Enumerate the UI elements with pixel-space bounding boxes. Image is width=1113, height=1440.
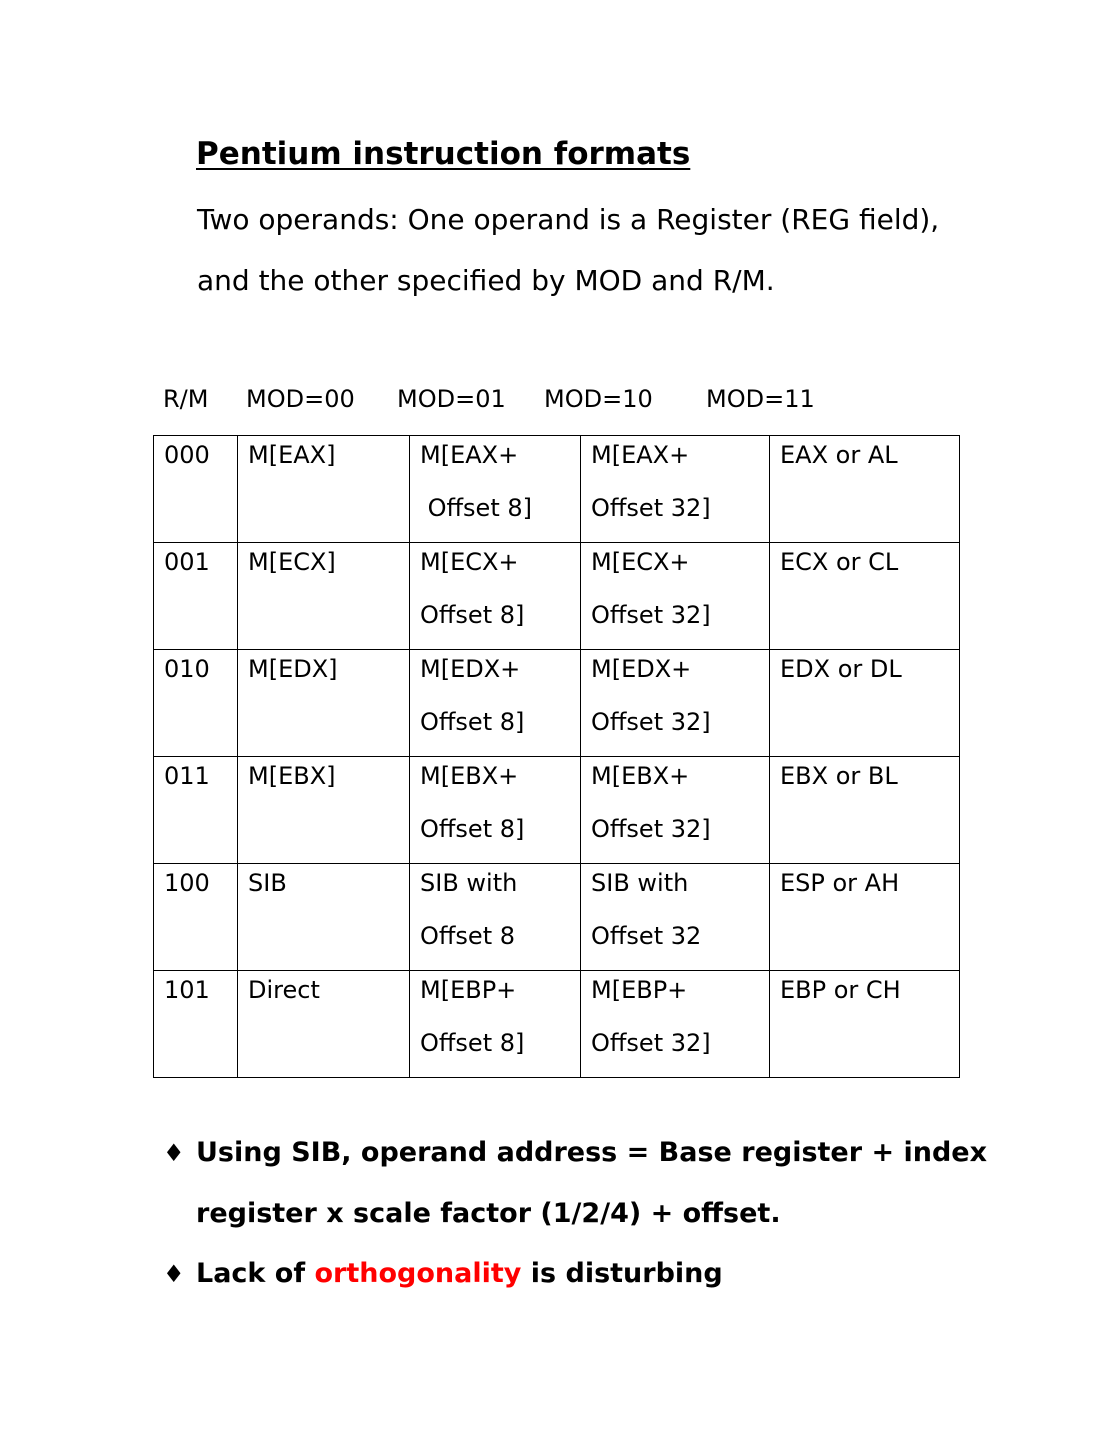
rm-cell: 000 [154, 436, 238, 543]
mod10-cell: M[EDX+ Offset 32] [581, 650, 770, 757]
mod00-cell: M[EDX] [238, 650, 410, 757]
mod01-cell: M[EDX+ Offset 8] [410, 650, 581, 757]
table-row [154, 864, 960, 971]
mod00-cell: M[ECX] [238, 543, 410, 650]
header-rm: R/M [163, 385, 209, 413]
mod00-cell: Direct [238, 971, 410, 1078]
mod00-cell: M[EBX] [238, 757, 410, 864]
table-row [154, 757, 960, 864]
table-row [154, 650, 960, 757]
rm-cell: 011 [154, 757, 238, 864]
header-mod01: MOD=01 [397, 385, 506, 413]
mod11-cell: EBP or CH [770, 971, 960, 1078]
mod10-cell: M[EBP+ Offset 32] [581, 971, 770, 1078]
mod11-cell: EDX or DL [770, 650, 960, 757]
bullet-diamond-icon: ♦ [163, 1139, 185, 1167]
mod10-cell: M[EBX+ Offset 32] [581, 757, 770, 864]
page-title: Pentium instruction formats [196, 136, 691, 172]
rm-cell: 010 [154, 650, 238, 757]
bullet-1-line-1: Using SIB, operand address = Base register + index [196, 1137, 988, 1168]
mod10-cell: M[ECX+ Offset 32] [581, 543, 770, 650]
table-row [154, 971, 960, 1078]
mod01-cell: M[EBX+ Offset 8] [410, 757, 581, 864]
table-row [154, 436, 960, 543]
mod00-cell: M[EAX] [238, 436, 410, 543]
header-mod11: MOD=11 [706, 385, 815, 413]
rm-cell: 101 [154, 971, 238, 1078]
mod00-cell: SIB [238, 864, 410, 971]
table-row [154, 543, 960, 650]
rm-cell: 100 [154, 864, 238, 971]
bullet-2-pre: Lack of [196, 1258, 315, 1289]
mod01-cell: SIB with Offset 8 [410, 864, 581, 971]
mod01-cell: M[EBP+ Offset 8] [410, 971, 581, 1078]
mod10-cell: M[EAX+ Offset 32] [581, 436, 770, 543]
header-mod10: MOD=10 [544, 385, 653, 413]
intro-line-1: Two operands: One operand is a Register (REG field), [197, 203, 940, 236]
mod01-cell: M[EAX+ Offset 8] [410, 436, 581, 543]
mod11-cell: EBX or BL [770, 757, 960, 864]
bullet-1-line-2: register x scale factor (1/2/4) + offset. [196, 1198, 781, 1229]
orthogonality-highlight: orthogonality [314, 1258, 522, 1289]
mod11-cell: ESP or AH [770, 864, 960, 971]
intro-line-2: and the other specified by MOD and R/M. [197, 264, 775, 297]
mod01-cell: M[ECX+ Offset 8] [410, 543, 581, 650]
bullet-diamond-icon: ♦ [163, 1260, 185, 1288]
bullet-2-post: is disturbing [521, 1258, 723, 1289]
addressing-mode-table [153, 435, 960, 1078]
mod11-cell: EAX or AL [770, 436, 960, 543]
rm-cell: 001 [154, 543, 238, 650]
bullet-2 [196, 1258, 723, 1289]
header-mod00: MOD=00 [246, 385, 355, 413]
mod11-cell: ECX or CL [770, 543, 960, 650]
mod10-cell: SIB with Offset 32 [581, 864, 770, 971]
